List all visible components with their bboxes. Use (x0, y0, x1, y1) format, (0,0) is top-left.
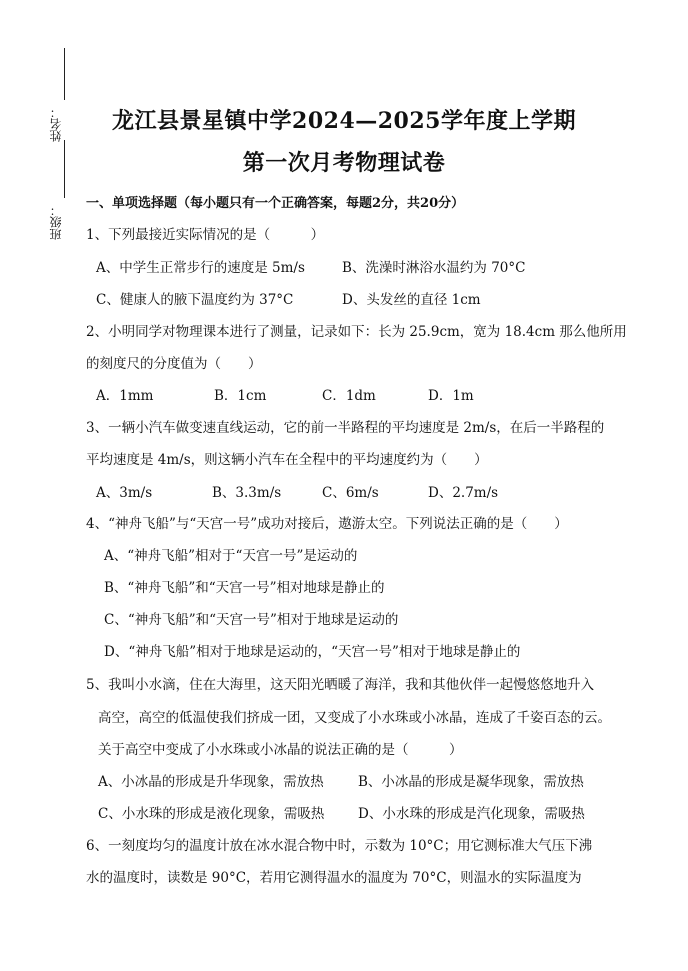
question-3-option-c: C、6m/s (322, 485, 379, 501)
question-5-option-a: A、小冰晶的形成是升华现象，需放热 (98, 774, 324, 790)
question-6-stem-line1: 6、一刻度均匀的温度计放在冰水混合物中时，示数为 10°C；用它测标准大气压下沸 (86, 838, 593, 854)
question-5-stem-line1: 5、我叫小水滴，住在大海里，这天阳光晒暖了海洋，我和其他伙伴一起慢悠悠地升入 (86, 677, 595, 693)
question-3-option-a: A、3m/s (96, 485, 153, 501)
question-3-stem-line1: 3、一辆小汽车做变速直线运动，它的前一半路程的平均速度是 2m/s，在后一半路程的 (86, 420, 605, 436)
binding-line-top (64, 48, 65, 100)
question-5-option-b: B、小冰晶的形成是凝华现象，需放热 (358, 774, 584, 790)
question-5-stem-line3: 关于高空中变成了小水珠或小冰晶的说法正确的是（ ） (98, 742, 463, 758)
question-2-stem-line2: 的刻度尺的分度值为（ ） (86, 356, 262, 372)
question-1-option-c: C、健康人的腋下温度约为 37°C (96, 292, 294, 308)
question-4-option-b: B、“神舟飞船”和“天宫一号”相对地球是静止的 (104, 580, 385, 596)
question-4-stem: 4、“神舟飞船”与“天宫一号”成功对接后，遨游太空。下列说法正确的是（ ） (86, 516, 568, 532)
question-3-stem-line2: 平均速度是 4m/s，则这辆小汽车在全程中的平均速度约为（ ） (86, 452, 488, 468)
question-2-stem-line1: 2、小明同学对物理课本进行了测量，记录如下：长为 25.9cm，宽为 18.4cm 那么他所用 (86, 324, 627, 340)
section-heading-single-choice: 一、单项选择题（每小题只有一个正确答案，每题2分，共20分） (86, 196, 465, 211)
question-6-stem-line2: 水的温度时，读数是 90°C，若用它测得温水的温度为 70°C，则温水的实际温度为 (86, 870, 582, 886)
question-5-option-c: C、小水珠的形成是液化现象，需吸热 (98, 806, 325, 822)
question-1-option-b: B、洗澡时淋浴水温约为 70°C (342, 260, 526, 276)
question-4-option-d: D、“神舟飞船”相对于地球是运动的，“天宫一号”相对于地球是静止的 (104, 644, 521, 660)
question-1-stem: 1、下列最接近实际情况的是（ ） (86, 227, 325, 243)
class-label: 班级： (49, 204, 63, 240)
question-2-option-b: B．1cm (214, 388, 267, 404)
question-2-option-a: A．1mm (96, 388, 154, 404)
exam-title-line1: 龙江县景星镇中学2024—2025学年度上学期 (112, 108, 576, 134)
question-5-stem-line2: 高空，高空的低温使我们挤成一团，又变成了小水珠或小冰晶，连成了千姿百态的云。 (98, 710, 611, 726)
question-5-option-d: D、小水珠的形成是汽化现象，需吸热 (358, 806, 585, 822)
question-2-option-d: D．1m (428, 388, 474, 404)
exam-title-line2: 第一次月考物理试卷 (242, 150, 446, 176)
question-4-option-a: A、“神舟飞船”相对于“天宫一号”是运动的 (104, 548, 358, 564)
question-4-option-c: C、“神舟飞船”和“天宫一号”相对于地球是运动的 (104, 612, 399, 628)
question-1-option-d: D、头发丝的直径 1cm (342, 292, 481, 308)
name-label: 姓名： (49, 106, 63, 142)
question-3-option-d: D、2.7m/s (428, 485, 499, 501)
question-3-option-b: B、3.3m/s (212, 485, 282, 501)
question-2-option-c: C．1dm (322, 388, 376, 404)
question-1-option-a: A、中学生正常步行的速度是 5m/s (96, 260, 305, 276)
